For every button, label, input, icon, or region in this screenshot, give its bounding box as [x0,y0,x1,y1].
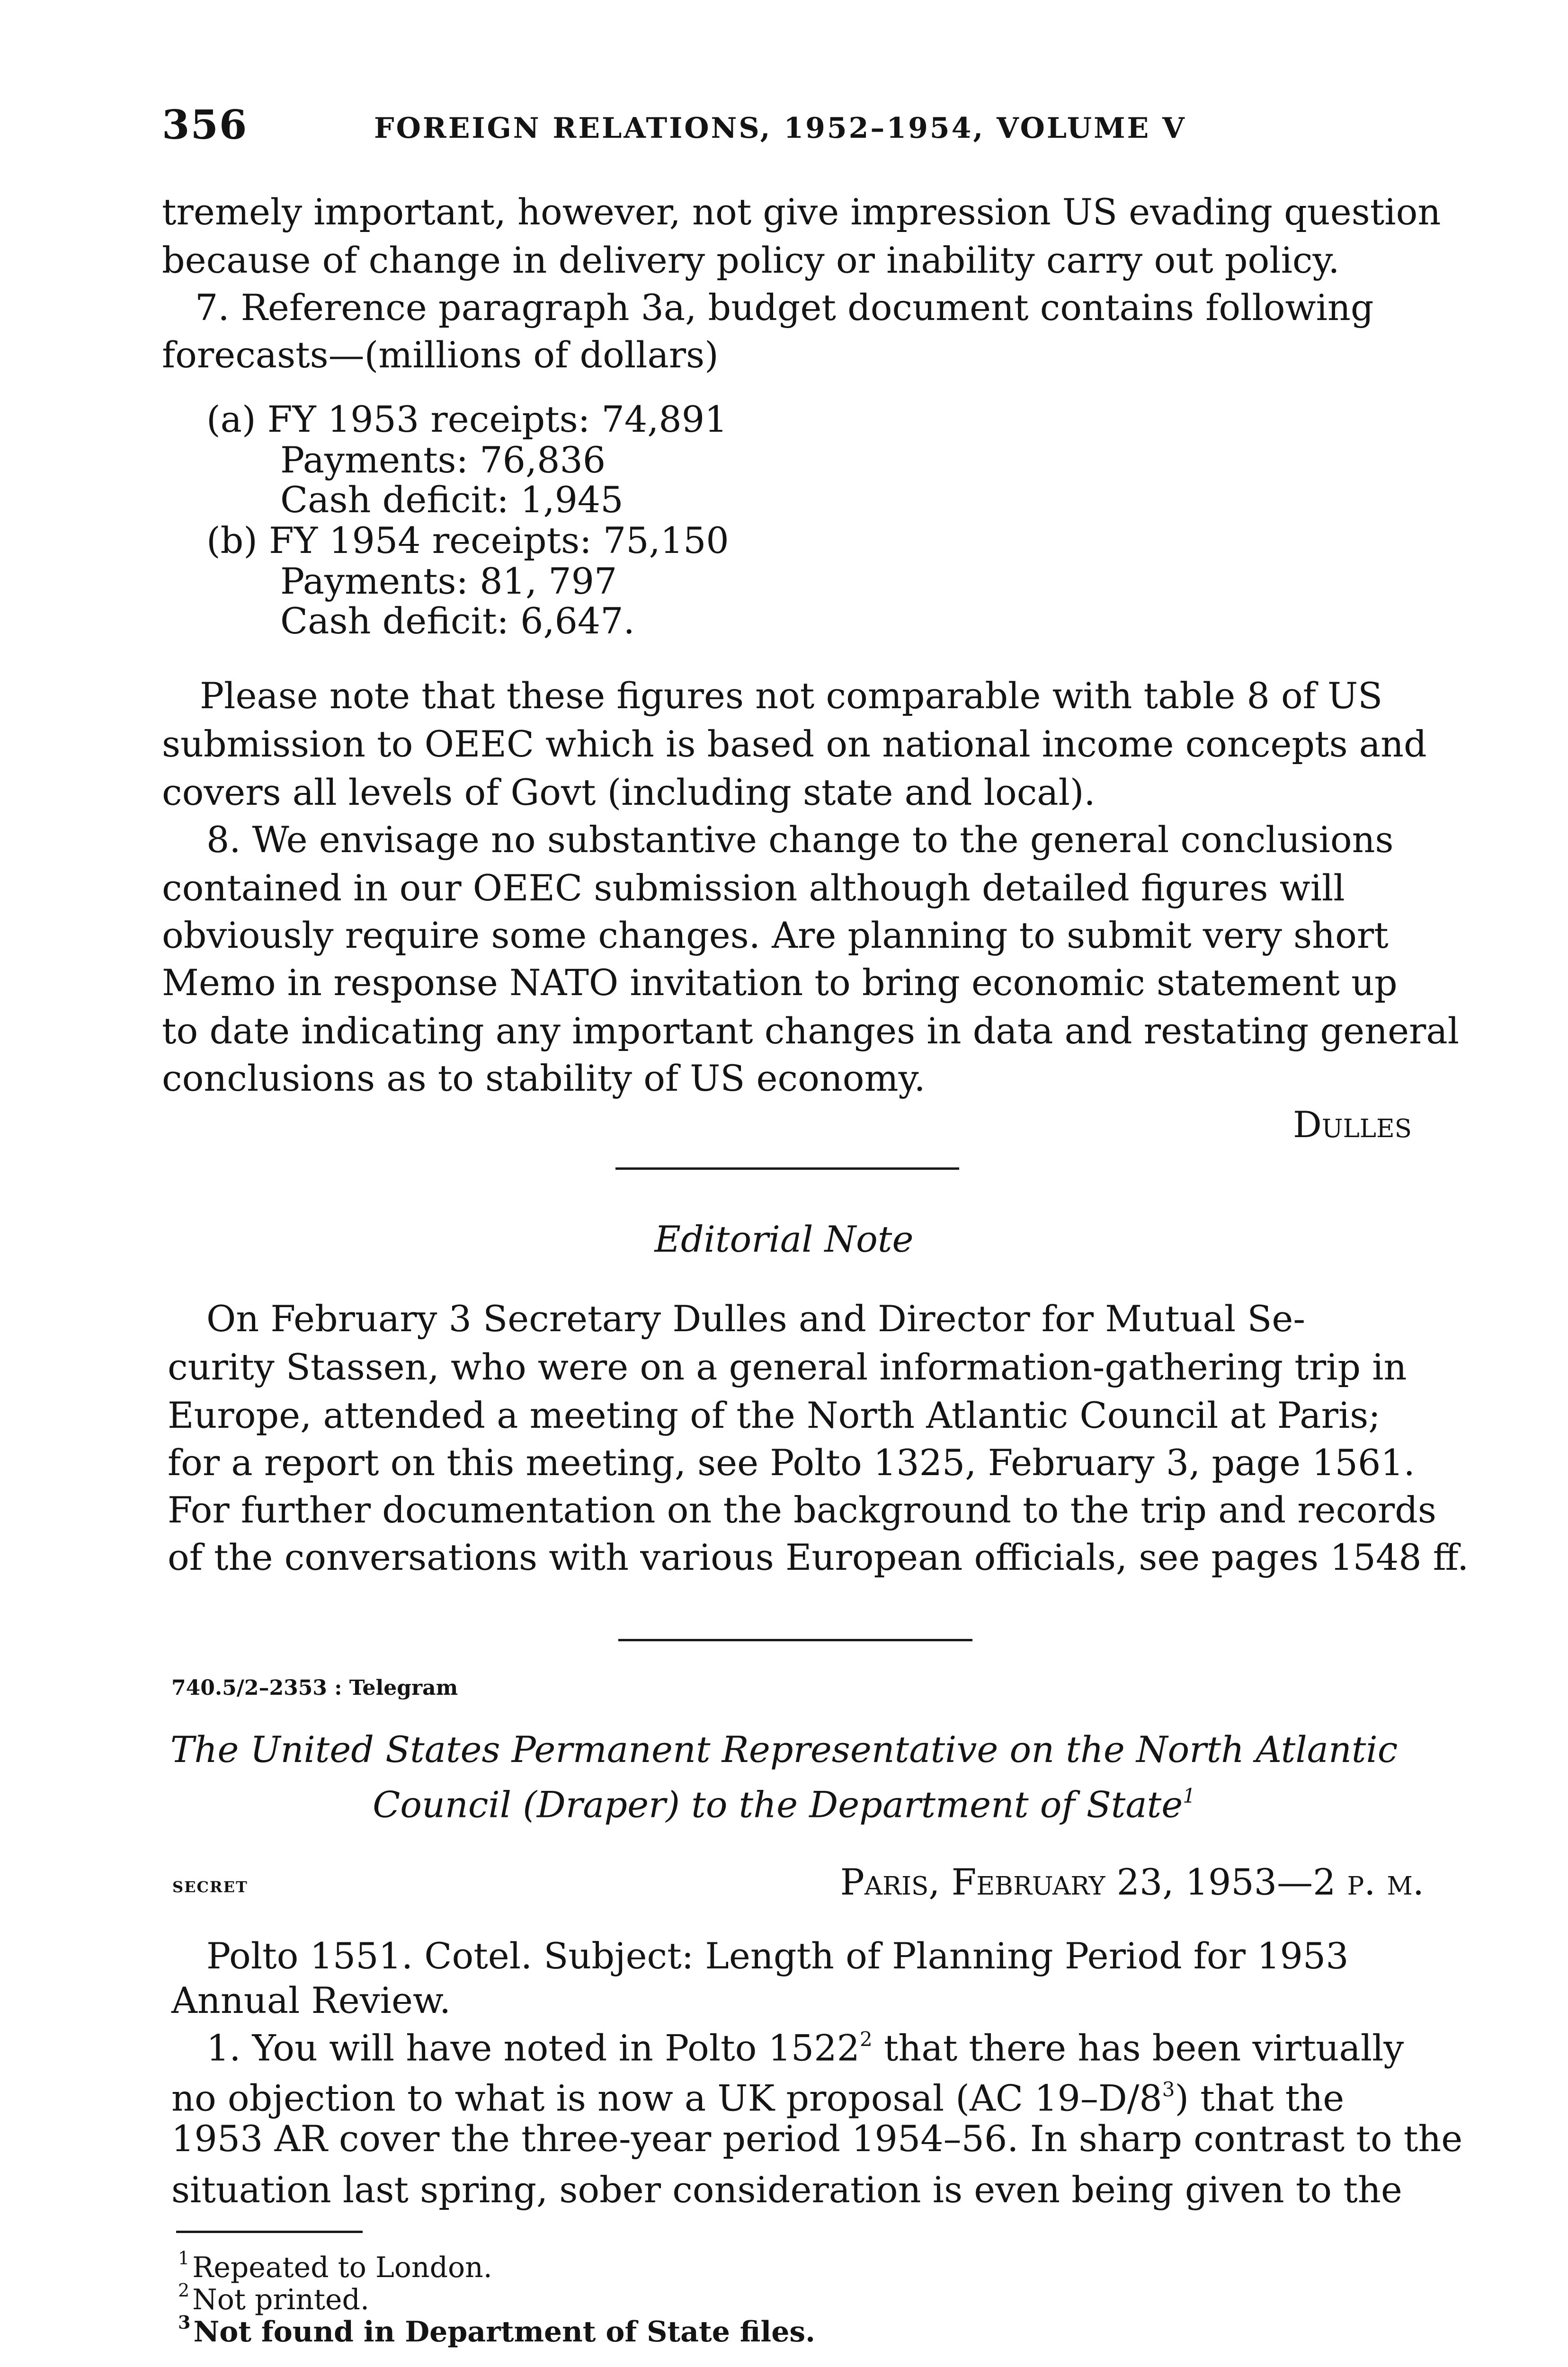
telegram-para1-line-2 [171,2068,1344,2122]
editorial-line-6: of the conversations with various European officials, see pages 1548 ff. [168,1536,1469,1578]
para1-line1-text-b: that there has been virtually [872,2027,1404,2069]
editorial-line-1: On February 3 Secretary Dulles and Director for Mutual Se- [206,1298,1306,1340]
continuation-line-2: because of change in delivery policy or inability carry out policy. [162,239,1340,281]
telegram-title-line-2 [0,1774,1568,1828]
footnote-rule [176,2231,363,2233]
section-divider-1 [615,1167,959,1170]
editorial-line-5: For further documentation on the background to the trip and records [168,1489,1436,1531]
forecast-item-b-receipts: (b) FY 1954 receipts: 75,150 [206,519,729,561]
forecast-item-a-deficit: Cash deficit: 1,945 [280,479,624,521]
footnote-2-text: Not printed. [192,2283,370,2316]
file-id: 740.5/2–2353 : Telegram [171,1676,458,1700]
telegram-subject-line-2: Annual Review. [171,1979,451,2021]
footnote-3 [178,2308,815,2349]
telegram-title-text: Council (Draper) to the Department of State [373,1783,1183,1826]
para8-line-4: Memo in response NATO invitation to bring economic statement up [162,961,1398,1004]
forecast-item-b-deficit: Cash deficit: 6,647. [280,600,635,642]
para1-line1-text-a: 1. You will have noted in Polto 1522 [206,2027,860,2069]
editorial-note-title: Editorial Note [654,1218,914,1260]
para8-line-5: to date indicating any important changes in data and restating general [162,1010,1460,1052]
dateline: Paris, February 23, 1953—2 p. m. [840,1861,1424,1903]
forecast-item-a-receipts: (a) FY 1953 receipts: 74,891 [206,398,728,440]
telegram-subject-line-1: Polto 1551. Cotel. Subject: Length of Planning Period for 1953 [206,1935,1349,1977]
para7-line-1: 7. Reference paragraph 3a, budget document contains following [195,286,1374,329]
editorial-line-4: for a report on this meeting, see Polto 1325, February 3, page 1561. [168,1442,1415,1484]
footnote-ref-2: 2 [860,2028,873,2051]
forecast-item-a-payments: Payments: 76,836 [280,439,606,481]
classification-marking: secret [172,1872,248,1897]
telegram-para1-line-4: situation last spring, sober consideration is even being given to the [171,2169,1402,2211]
para8-line-6: conclusions as to stability of US economy. [162,1057,926,1099]
forecast-item-b-payments: Payments: 81, 797 [280,560,617,602]
footnote-3-text: Not found in Department of State files. [193,2315,816,2349]
footnote-1-text: Repeated to London. [192,2251,492,2284]
footnote-3-mark: 3 [178,2312,191,2333]
footnote-2-mark: 2 [178,2280,190,2301]
telegram-para1-line-1 [206,2018,1404,2072]
para7-line-2: forecasts—(millions of dollars) [162,334,719,376]
section-divider-2 [618,1639,972,1641]
editorial-line-3: Europe, attended a meeting of the North Atlantic Council at Paris; [168,1394,1381,1436]
note-line-1: Please note that these figures not comparable with table 8 of US [200,675,1383,717]
footnote-1-mark: 1 [178,2248,190,2269]
footnote-ref-1: 1 [1183,1784,1195,1807]
note-line-2: submission to OEEC which is based on national income concepts and [162,723,1427,765]
para1-line2-text-b: ) that the [1175,2077,1345,2119]
telegram-para1-line-3: 1953 AR cover the three-year period 1954–56. In sharp contrast to the [171,2118,1463,2160]
running-head: FOREIGN RELATIONS, 1952–1954, VOLUME V [374,112,1186,145]
editorial-line-2: curity Stassen, who were on a general information-gathering trip in [168,1346,1407,1388]
note-line-3: covers all levels of Govt (including state and local). [162,771,1096,813]
page-number: 356 [162,101,248,148]
signature: Dulles [1293,1103,1412,1146]
para8-line-3: obviously require some changes. Are planning to submit very short [162,914,1389,956]
telegram-title-line-1: The United States Permanent Representative on the North Atlantic [170,1728,1398,1771]
continuation-line-1: tremely important, however, not give impression US evading question [162,191,1441,233]
para8-line-2: contained in our OEEC submission although detailed figures will [162,867,1345,909]
para1-line2-text-a: no objection to what is now a UK proposal (AC 19–D/8 [171,2077,1162,2119]
para8-line-1: 8. We envisage no substantive change to the general conclusions [206,819,1394,861]
footnote-ref-3: 3 [1162,2078,1175,2101]
